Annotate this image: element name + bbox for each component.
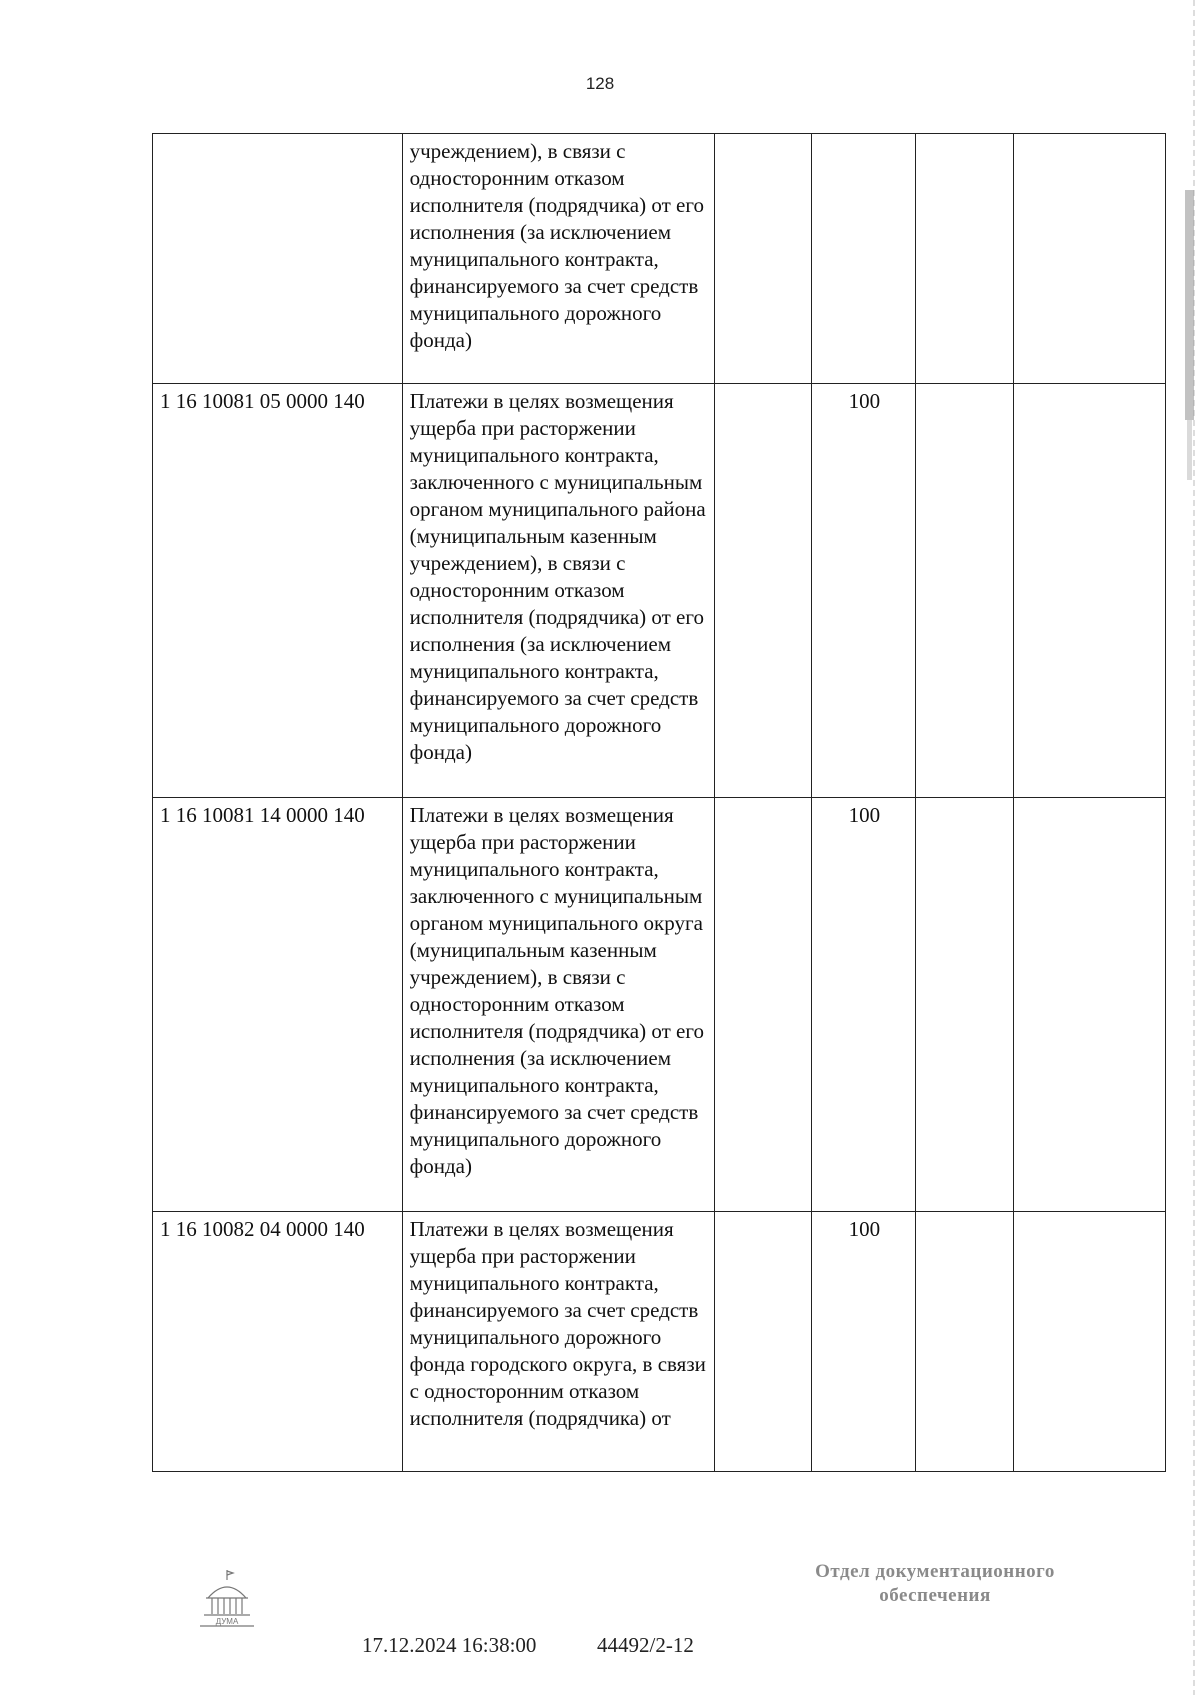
value-cell [714,798,812,1212]
value-cell [916,134,1014,384]
budget-code-cell [153,134,403,384]
scan-edge-strip [1182,0,1200,1695]
value-cell [916,1212,1014,1472]
description-cell: учреждением), в связи с односторонним отказом исполнителя (подрядчика) от его исполнения (за исключением муниципального контракта, финансируемого за счет средств муниципального дорожного фонда) [402,134,714,384]
value-cell [714,1212,812,1472]
value-cell [1014,1212,1166,1472]
value-cell [916,384,1014,798]
value-cell [1014,798,1166,1212]
value-cell: 100 [812,1212,916,1472]
table-row [153,1212,1166,1472]
value-cell [916,798,1014,1212]
budget-code-cell: 1 16 10081 14 0000 140 [153,798,403,1212]
budget-code-cell: 1 16 10082 04 0000 140 [153,1212,403,1472]
description-cell: Платежи в целях возмещения ущерба при расторжении муниципального контракта, финансируемого за счет средств муниципального дорожного фонда городского округа, в связи с односторонним отказом исполнителя (подрядчика) от [402,1212,714,1472]
value-cell [812,134,916,384]
duma-logo [196,1568,258,1634]
footer-doc-number: 44492/2-12 [597,1633,694,1657]
table-row [153,134,1166,384]
budget-code-cell: 1 16 10081 05 0000 140 [153,384,403,798]
value-cell [1014,134,1166,384]
logo-text: ДУМА [215,1617,239,1626]
revenue-table [152,133,1166,1472]
value-cell: 100 [812,798,916,1212]
table-row [153,384,1166,798]
stamp-line-1: Отдел документационного [815,1561,1055,1582]
description-cell: Платежи в целях возмещения ущерба при расторжении муниципального контракта, заключенного с муниципальным органом муниципального округа (муниципальным казенным учреждением), в связи с односторонним отказом исполнителя (подрядчика) от его исполнения (за исключением муниципального контракта, финансируемого за счет средств муниципального дорожного фонда) [402,798,714,1212]
footer-date: 17.12.2024 16:38:00 [362,1633,537,1657]
description-cell: Платежи в целях возмещения ущерба при расторжении муниципального контракта, заключенного с муниципальным органом муниципального района (муниципальным казенным учреждением), в связи с односторонним отказом исполнителя (подрядчика) от его исполнения (за исключением муниципального контракта, финансируемого за счет средств муниципального дорожного фонда) [402,384,714,798]
value-cell: 100 [812,384,916,798]
stamp-line-2: обеспечения [879,1585,991,1606]
value-cell [714,384,812,798]
value-cell [1014,384,1166,798]
department-stamp [770,1560,1100,1608]
page-number: 128 [585,74,615,93]
value-cell [714,134,812,384]
table-row [153,798,1166,1212]
